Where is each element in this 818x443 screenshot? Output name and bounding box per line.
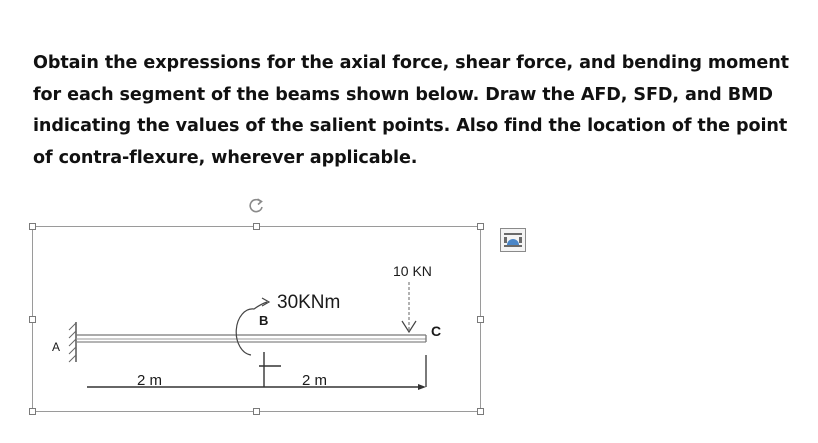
rotate-icon[interactable]: [246, 196, 266, 218]
moment-label: 30KNm: [277, 292, 341, 313]
load-label: 10 KN: [393, 263, 432, 279]
span-ab-label: 2 m: [137, 372, 163, 389]
point-b-label: B: [259, 313, 269, 328]
span-bc-label: 2 m: [302, 372, 328, 389]
layout-options-icon[interactable]: [500, 228, 526, 252]
question-text: Obtain the expressions for the axial force, shear force, and bending moment for each segment of the beams shown below. Draw the AFD, SFD, and BMD indicating the values of the salient points. Also find the location of the point of contra-flexure, wherever applicable.: [33, 53, 789, 168]
point-c-label: C: [431, 323, 442, 339]
point-a-label: A: [52, 340, 61, 354]
point-load-arrow: [402, 282, 416, 332]
beam-diagram: [33, 227, 481, 411]
beam: [76, 335, 426, 342]
fixed-support: [69, 322, 76, 362]
